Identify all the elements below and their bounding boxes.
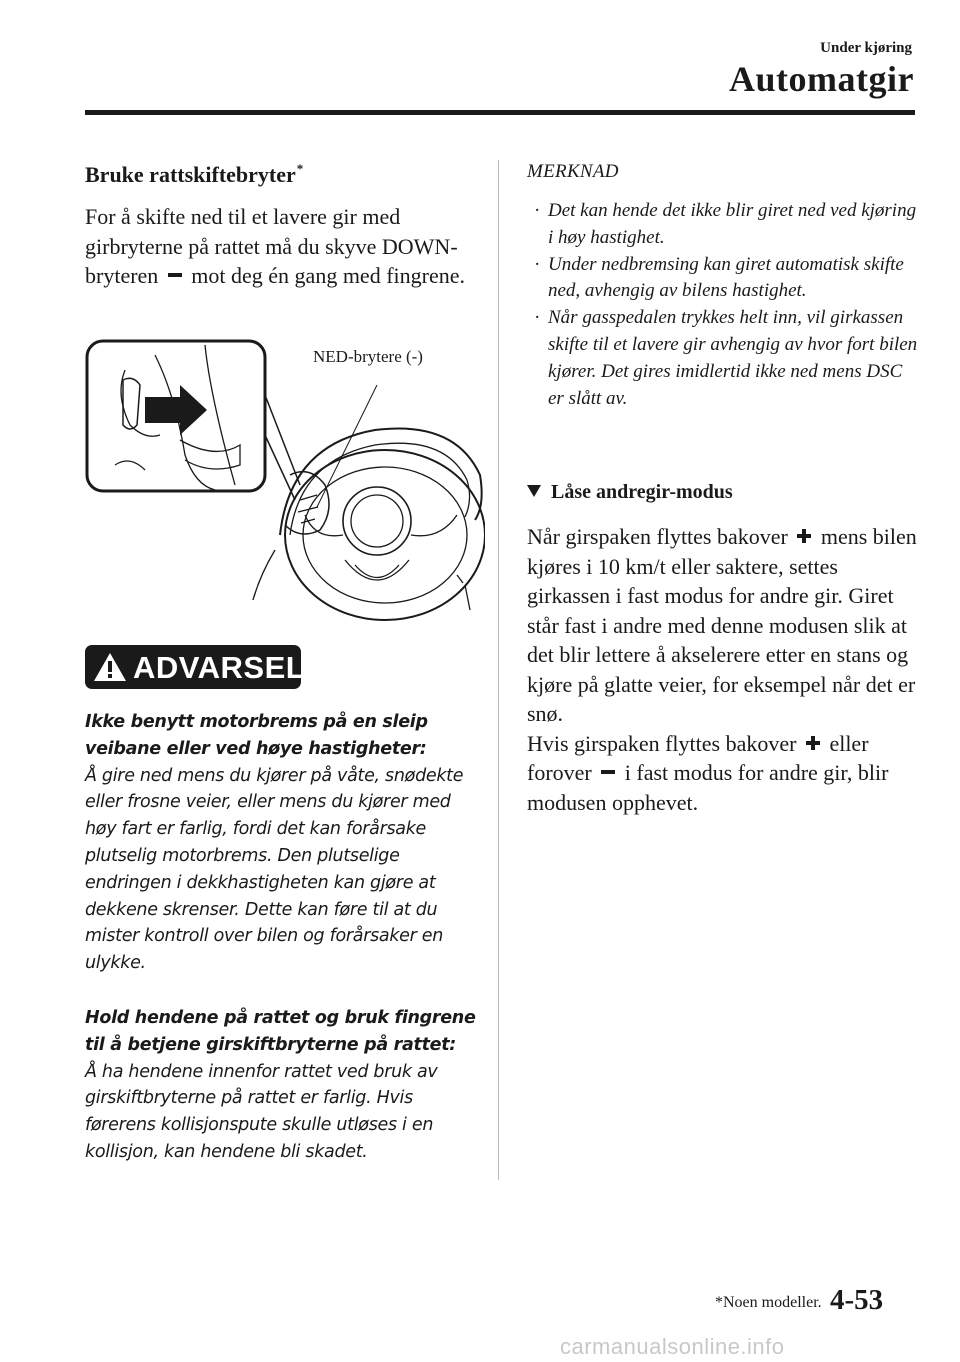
- warning-block-2: [85, 1005, 480, 1166]
- column-divider: [498, 160, 499, 1180]
- warning-2-body: Å ha hendene innenfor rattet ved bruk av girskiftbryterne på rattet er farlig. Hvis førerens kollisjonspute skulle utløses i en kollisjon, kan hendene bli skadet.: [85, 1061, 438, 1162]
- note-item: · Det kan hende det ikke blir giret ned ved kjøring i høy hastighet.: [534, 198, 919, 252]
- subsection-heading: [527, 481, 733, 504]
- steering-wheel-figure: [85, 335, 485, 625]
- intro-text-a: For å skifte ned til et lavere gir med girbryterne på rattet må du skyve DOWN-bryteren: [85, 204, 458, 288]
- plus-symbol-icon: [806, 736, 820, 750]
- minus-symbol-icon: [168, 268, 182, 282]
- warning-badge: [85, 645, 306, 689]
- header-section-label: Under kjøring: [820, 40, 912, 56]
- paragraph-2: [527, 729, 917, 818]
- p1-text-a: Når girspaken flyttes bakover: [527, 524, 788, 549]
- figure-label: NED-brytere (-): [313, 347, 423, 366]
- triangle-bullet-icon: [527, 485, 541, 497]
- warning-block-1: [85, 709, 480, 977]
- page-number: 4-53: [830, 1284, 884, 1316]
- section-heading-text: Bruke rattskiftebryter: [85, 162, 296, 187]
- section-heading: [85, 161, 303, 188]
- watermark: carmanualsonline.info: [560, 1334, 785, 1359]
- minus-symbol-icon: [601, 765, 615, 779]
- intro-paragraph: [85, 202, 485, 291]
- note-item: · Under nedbremsing kan giret automatisk skifte ned, avhengig av bilens hastighet.: [534, 252, 919, 306]
- note-title: MERKNAD: [527, 161, 619, 182]
- subsection-heading-text: Låse andregir-modus: [551, 481, 733, 503]
- intro-text-b: mot deg én gang med fingrene.: [191, 263, 465, 288]
- header-rule: [85, 110, 915, 115]
- warning-1-title: Ikke benytt motorbrems på en sleip veibane eller ved høye hastigheter:: [85, 712, 428, 759]
- footnote: *Noen modeller.: [715, 1294, 822, 1311]
- p2-text-b: eller forover: [527, 730, 869, 785]
- warning-label: ADVARSEL: [133, 650, 306, 685]
- second-gear-paragraphs: [527, 522, 917, 817]
- note-item: · Når gasspedalen trykkes helt inn, vil girkassen skifte til et lavere gir avhengig av hvor fort bilen kjører. Det gires imidlertid ikke ned mens DSC er slått av.: [534, 305, 919, 412]
- paragraph-1: [527, 522, 917, 729]
- p1-text-b: mens bilen kjøres i 10 km/t eller saktere, settes girkassen i fast modus for andre gir. Giret står fast i andre med denne modusen slik at det blir lettere å akselerere etter en stans og kjøre på glatte veier, for eksempel når det er snø.: [527, 524, 917, 726]
- footnote-mark: *: [296, 161, 304, 176]
- page-title: Automatgir: [729, 59, 914, 99]
- p2-text-a: Hvis girspaken flyttes bakover: [527, 730, 797, 756]
- warning-2-title: Hold hendene på rattet og bruk fingrene til å betjene girskiftbryterne på rattet:: [85, 1008, 476, 1055]
- p2-text-c: i fast modus for andre gir, blir modusen opphevet.: [527, 760, 889, 815]
- warning-1-body: Å gire ned mens du kjører på våte, snødekte eller frosne veier, eller mens du kjører med høy fart er farlig, fordi det kan forårsake plutselig motorbrems. Den plutselige endringen i dekkhastigheten kan gjøre at dekkene skrenser. Dette kan føre til at du mister kontroll over bilen og forårsaker en ulykke.: [85, 765, 464, 974]
- warning-triangle-icon: [93, 651, 127, 683]
- plus-symbol-icon: [797, 529, 811, 543]
- note-list: [534, 198, 919, 412]
